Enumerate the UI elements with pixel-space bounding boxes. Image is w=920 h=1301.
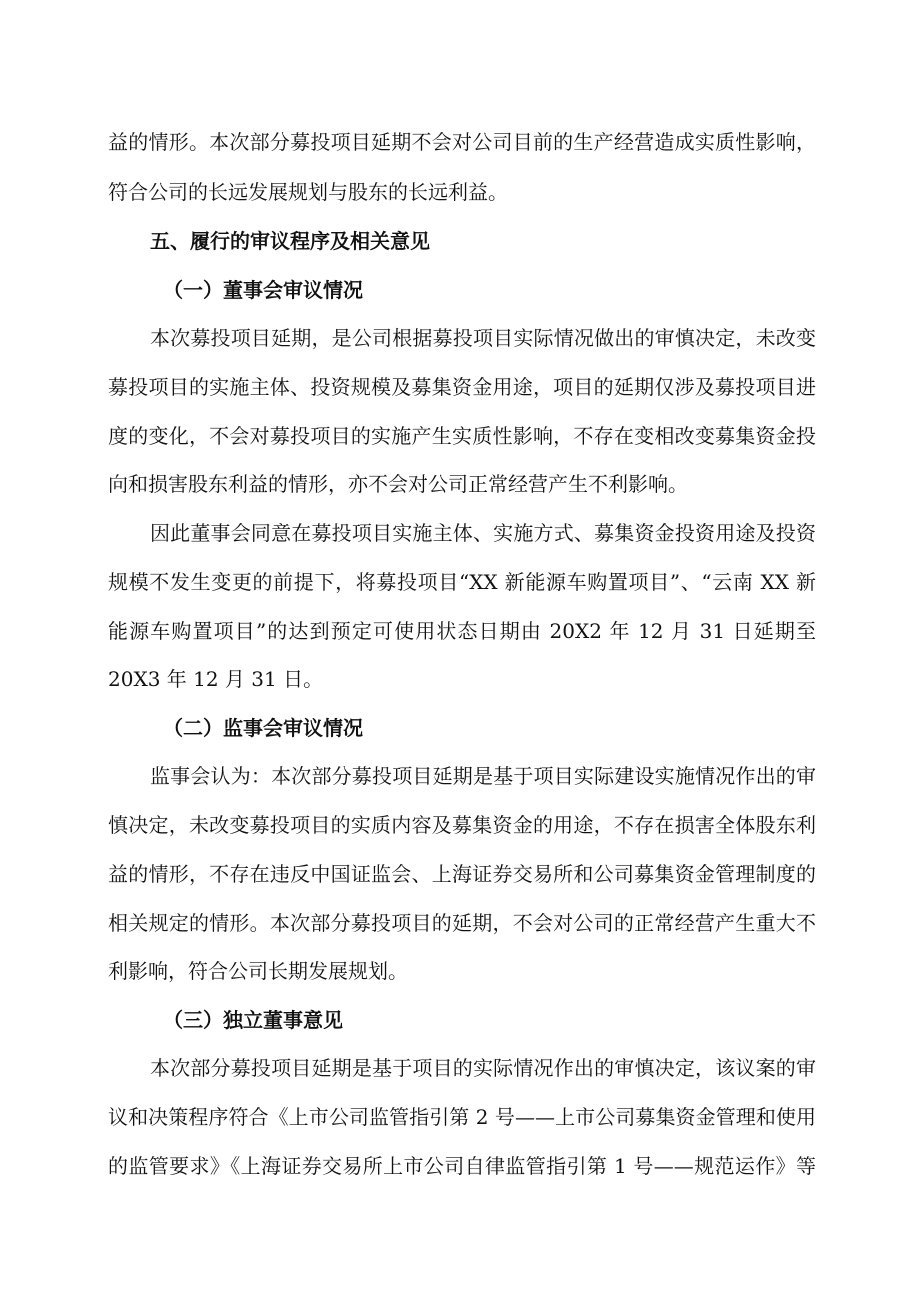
subsection-heading-board: （一）董事会审议情况 xyxy=(163,278,363,302)
paragraph-line: 募投项目的实施主体、投资规模及募集资金用途，项目的延期仅涉及募投项目进 xyxy=(108,375,816,399)
paragraph-line: 的监管要求》《上海证券交易所上市公司自律监管指引第 1 号——规范运作》等 xyxy=(108,1154,816,1178)
subsection-heading-independent: （三）独立董事意见 xyxy=(163,1008,343,1032)
paragraph-line: 利影响，符合公司长期发展规划。 xyxy=(108,959,408,983)
paragraph-line: 议和决策程序符合《上市公司监管指引第 2 号——上市公司募集资金管理和使用 xyxy=(108,1105,816,1129)
paragraph-line: 度的变化，不会对募投项目的实施产生实质性影响，不存在变相改变募集资金投 xyxy=(108,424,816,448)
paragraph-line: 益的情形。本次部分募投项目延期不会对公司目前的生产经营造成实质性影响， xyxy=(108,130,816,154)
paragraph-line: 能源车购置项目”的达到预定可使用状态日期由 20X2 年 12 月 31 日延期至 xyxy=(108,619,816,643)
section-title: 五、履行的审议程序及相关意见 xyxy=(150,229,430,253)
paragraph-line: 20X3 年 12 月 31 日。 xyxy=(108,667,324,691)
paragraph-line: 本次部分募投项目延期是基于项目的实际情况作出的审慎决定，该议案的审 xyxy=(150,1056,816,1080)
paragraph-line: 本次募投项目延期，是公司根据募投项目实际情况做出的审慎决定，未改变 xyxy=(150,326,816,350)
paragraph-line: 相关规定的情形。本次部分募投项目的延期，不会对公司的正常经营产生重大不 xyxy=(108,911,816,935)
paragraph-line: 益的情形，不存在违反中国证监会、上海证券交易所和公司募集资金管理制度的 xyxy=(108,862,816,886)
paragraph-line: 因此董事会同意在募投项目实施主体、实施方式、募集资金投资用途及投资 xyxy=(150,521,816,545)
paragraph-line: 符合公司的长远发展规划与股东的长远利益。 xyxy=(108,180,508,204)
paragraph-line: 规模不发生变更的前提下，将募投项目“XX 新能源车购置项目”、“云南 XX 新 xyxy=(108,570,816,594)
paragraph-line: 监事会认为：本次部分募投项目延期是基于项目实际建设实施情况作出的审 xyxy=(150,764,816,788)
paragraph-line: 慎决定，未改变募投项目的实质内容及募集资金的用途，不存在损害全体股东利 xyxy=(108,813,816,837)
paragraph-line: 向和损害股东利益的情形，亦不会对公司正常经营产生不利影响。 xyxy=(108,472,688,496)
subsection-heading-supervisory: （二）监事会审议情况 xyxy=(163,716,363,740)
